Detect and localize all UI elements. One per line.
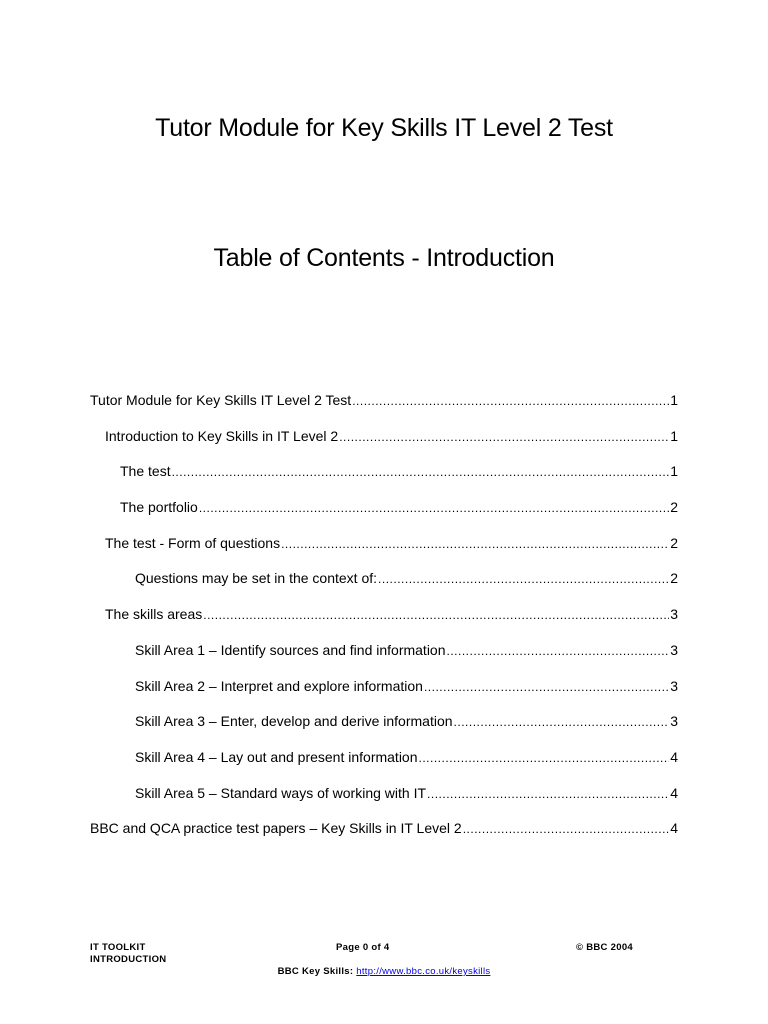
- toc-entry[interactable]: [90, 820, 678, 856]
- toc-entry-title: Skill Area 3 – Enter, develop and derive information: [135, 713, 453, 730]
- toc-dot-leader: [281, 537, 669, 551]
- footer-url-line: [0, 966, 768, 977]
- toc-entry-title: Skill Area 2 – Interpret and explore information: [135, 677, 423, 694]
- toc-entry-title: Skill Area 1 – Identify sources and find information: [135, 641, 446, 658]
- toc-page-number: 1: [670, 392, 678, 408]
- toc-entry-title: BBC and QCA practice test papers – Key Skills in IT Level 2: [90, 820, 462, 837]
- toc-entry-title: Introduction to Key Skills in IT Level 2: [105, 427, 339, 444]
- toc-dot-leader: [447, 644, 670, 658]
- footer-left: [90, 942, 166, 966]
- toc-entry[interactable]: [90, 428, 678, 464]
- toc-entry[interactable]: [90, 642, 678, 678]
- footer-toolkit-label: IT TOOLKIT: [90, 942, 146, 953]
- toc-entry[interactable]: [90, 499, 678, 535]
- toc-dot-leader: [203, 608, 669, 622]
- toc-dot-leader: [427, 787, 669, 801]
- toc-entry-title: The portfolio: [120, 499, 198, 516]
- toc-entry-title: The skills areas: [105, 606, 203, 623]
- toc-dot-leader: [419, 751, 670, 765]
- toc-entry[interactable]: [90, 749, 678, 785]
- toc-heading: Table of Contents - Introduction: [213, 244, 555, 272]
- toc-entry[interactable]: [90, 713, 678, 749]
- toc-page-number: 2: [670, 534, 678, 551]
- toc-dot-leader: [378, 572, 669, 586]
- toc-page-number: 3: [670, 677, 678, 694]
- toc-page-number: 1: [670, 427, 678, 444]
- toc-entry[interactable]: [90, 678, 678, 714]
- toc-page-number: 4: [670, 784, 678, 801]
- toc-entry-title: Tutor Module for Key Skills IT Level 2 Test: [90, 392, 352, 408]
- footer-url-prefix: BBC Key Skills:: [277, 966, 357, 977]
- toc-page-number: 2: [670, 570, 678, 587]
- toc-page-number: 4: [670, 748, 678, 765]
- toc-entry[interactable]: [90, 392, 678, 428]
- toc-entry-title: Skill Area 5 – Standard ways of working with IT: [135, 784, 427, 801]
- toc-dot-leader: [172, 465, 670, 479]
- toc-entry[interactable]: [90, 785, 678, 821]
- toc-entry-title: Skill Area 4 – Lay out and present information: [135, 748, 418, 765]
- toc-dot-leader: [199, 501, 669, 515]
- toc-entry-title: Questions may be set in the context of:: [135, 570, 378, 587]
- footer-section-label: INTRODUCTION: [90, 954, 167, 965]
- toc-page-number: 3: [670, 641, 678, 658]
- toc-entry-title: The test - Form of questions: [105, 534, 281, 551]
- toc-dot-leader: [424, 680, 669, 694]
- toc-entry[interactable]: [90, 570, 678, 606]
- footer-keyskills-link[interactable]: http://www.bbc.co.uk/keyskills: [356, 966, 491, 977]
- toc-page-number: 3: [670, 606, 678, 623]
- footer-copyright: © BBC 2004: [576, 942, 633, 953]
- toc-entry-title: The test: [120, 463, 171, 480]
- toc-entry[interactable]: [90, 535, 678, 571]
- toc-page-number: 3: [670, 713, 678, 730]
- toc-dot-leader: [454, 715, 670, 729]
- toc-dot-leader: [339, 430, 669, 444]
- toc-entry[interactable]: [90, 463, 678, 499]
- toc-page-number: 4: [670, 820, 678, 837]
- toc-dot-leader: [352, 394, 669, 408]
- toc-entry[interactable]: [90, 606, 678, 642]
- table-of-contents: [90, 392, 678, 856]
- toc-page-number: 1: [670, 463, 678, 480]
- toc-dot-leader: [463, 822, 670, 836]
- toc-page-number: 2: [670, 499, 678, 516]
- footer-page-number: Page 0 of 4: [336, 942, 390, 953]
- document-title: Tutor Module for Key Skills IT Level 2 Test: [155, 114, 613, 142]
